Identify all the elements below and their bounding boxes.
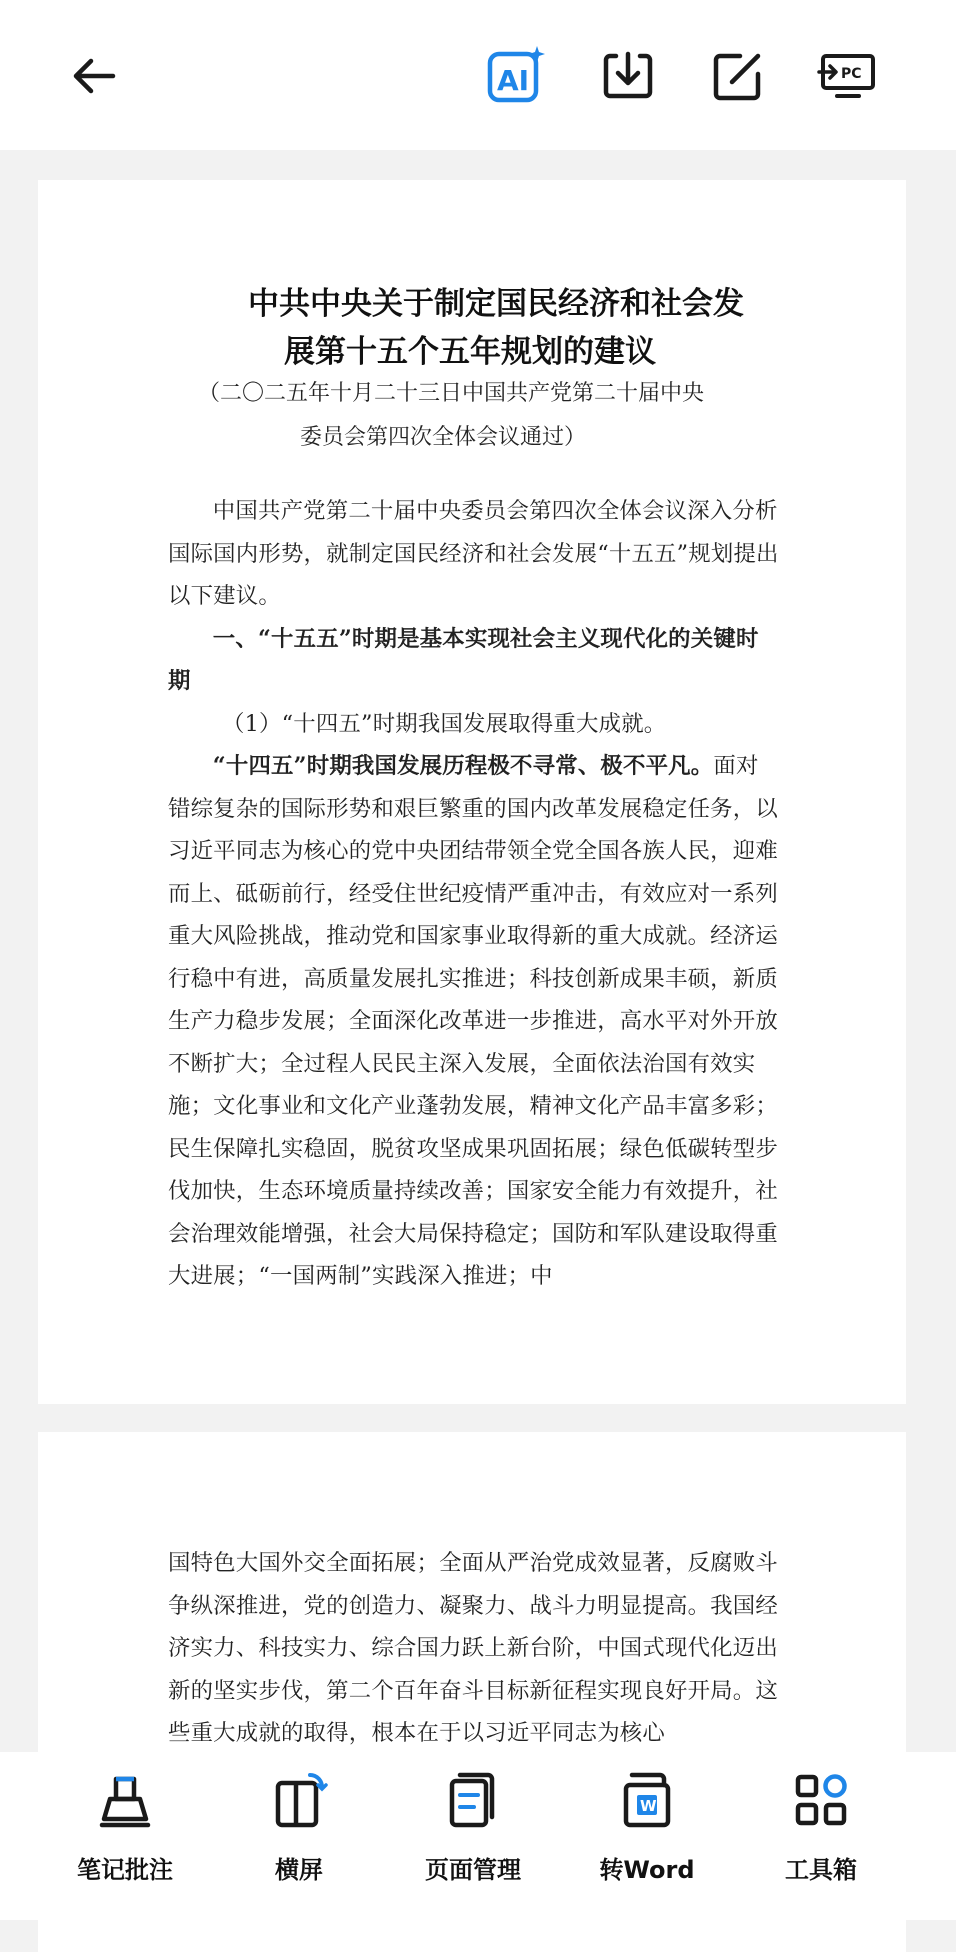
document-body [168,490,780,1298]
svg-text:PC: PC [841,66,862,82]
back-button[interactable] [58,40,130,112]
top-toolbar [0,0,956,150]
convert-word-icon [618,1771,676,1829]
document-title [248,280,868,376]
edit-button[interactable] [702,40,774,112]
continued-paragraph: 国特色大国外交全面拓展；全面从严治党成效显著，反腐败斗争纵深推进，党的创造力、凝聚力、战斗力明显提高。我国经济实力、科技实力、综合国力跃上新台阶，中国式现代化迈出新的坚实步伐，第二个百年奋斗目标新征程实现良好开局。这些重大成就的取得，根本在于以习近平同志为核心 [168,1550,778,1746]
subtitle-line-2: 委员会第四次全体会议通过） [300,425,587,450]
nav-label: 笔记批注 [77,1856,173,1884]
document-page-1[interactable] [38,180,906,1404]
paragraph-rest: 面对错综复杂的国际形势和艰巨繁重的国内改革发展稳定任务，以习近平同志为核心的党中央团结带领全党全国各族人民，迎难而上、砥砺前行，经受住世纪疫情严重冲击，有效应对一系列重大风险挑战，推动党和国家事业取得新的重大成就。经济运行稳中有进，高质量发展扎实推进；科技创新成果丰硕，新质生产力稳步发展；全面深化改革进一步推进，高水平对外开放不断扩大；全过程人民民主深入发展，全面依法治国有效实施；文化事业和文化产业蓬勃发展，精神文化产品丰富多彩；民生保障扎实稳固，脱贫攻坚成果巩固拓展；绿色低碳转型步伐加快，生态环境质量持续改善；国家安全能力有效提升，社会治理效能增强，社会大局保持稳定；国防和军队建设取得重大进展；“一国两制”实践深入推进；中 [168,753,778,1289]
paragraph-lead: “十四五”时期我国发展历程极不寻常、极不平凡。 [212,753,714,779]
svg-text:W: W [640,1797,657,1815]
nav-annotate[interactable] [50,1770,200,1900]
bottom-toolbar [0,1752,956,1920]
arrow-left-icon [67,49,121,103]
nav-label: 转Word [599,1856,695,1884]
nav-toolbox[interactable] [746,1770,896,1900]
download-button[interactable] [592,40,664,112]
document-subtitle [198,372,858,460]
toolbox-grid-icon [792,1771,850,1829]
nav-label: 页面管理 [425,1856,521,1884]
annotate-pen-icon [96,1771,154,1829]
subtitle-line-1: （二〇二五年十月二十三日中国共产党第二十届中央 [198,381,705,406]
page-manage-icon [444,1771,502,1829]
title-line-2: 展第十五个五年规划的建议 [284,334,656,370]
send-to-pc-button[interactable] [812,40,884,112]
subsection-heading: （1）“十四五”时期我国发展取得重大成就。 [222,710,667,737]
ai-button[interactable] [480,40,552,112]
send-to-pc-icon [817,48,879,104]
edit-icon [710,48,766,104]
page-2-body [168,1542,780,1755]
nav-label: 工具箱 [785,1856,857,1884]
intro-paragraph: 中国共产党第二十届中央委员会第四次全体会议深入分析国际国内形势，就制定国民经济和社会发展“十五五”规划提出以下建议。 [168,498,779,609]
rotate-landscape-icon [270,1771,328,1829]
section-heading: 一、“十五五”时期是基本实现社会主义现代化的关键时期 [168,625,759,694]
nav-landscape[interactable] [224,1770,374,1900]
nav-convert-word[interactable] [572,1770,722,1900]
nav-label: 横屏 [275,1856,323,1884]
body-paragraph [168,745,780,1298]
nav-page-manage[interactable] [398,1770,548,1900]
download-icon [600,48,656,104]
title-line-1: 中共中央关于制定国民经济和社会发 [248,286,744,322]
svg-text:AI: AI [497,64,530,97]
ai-sparkle-icon [484,44,548,108]
